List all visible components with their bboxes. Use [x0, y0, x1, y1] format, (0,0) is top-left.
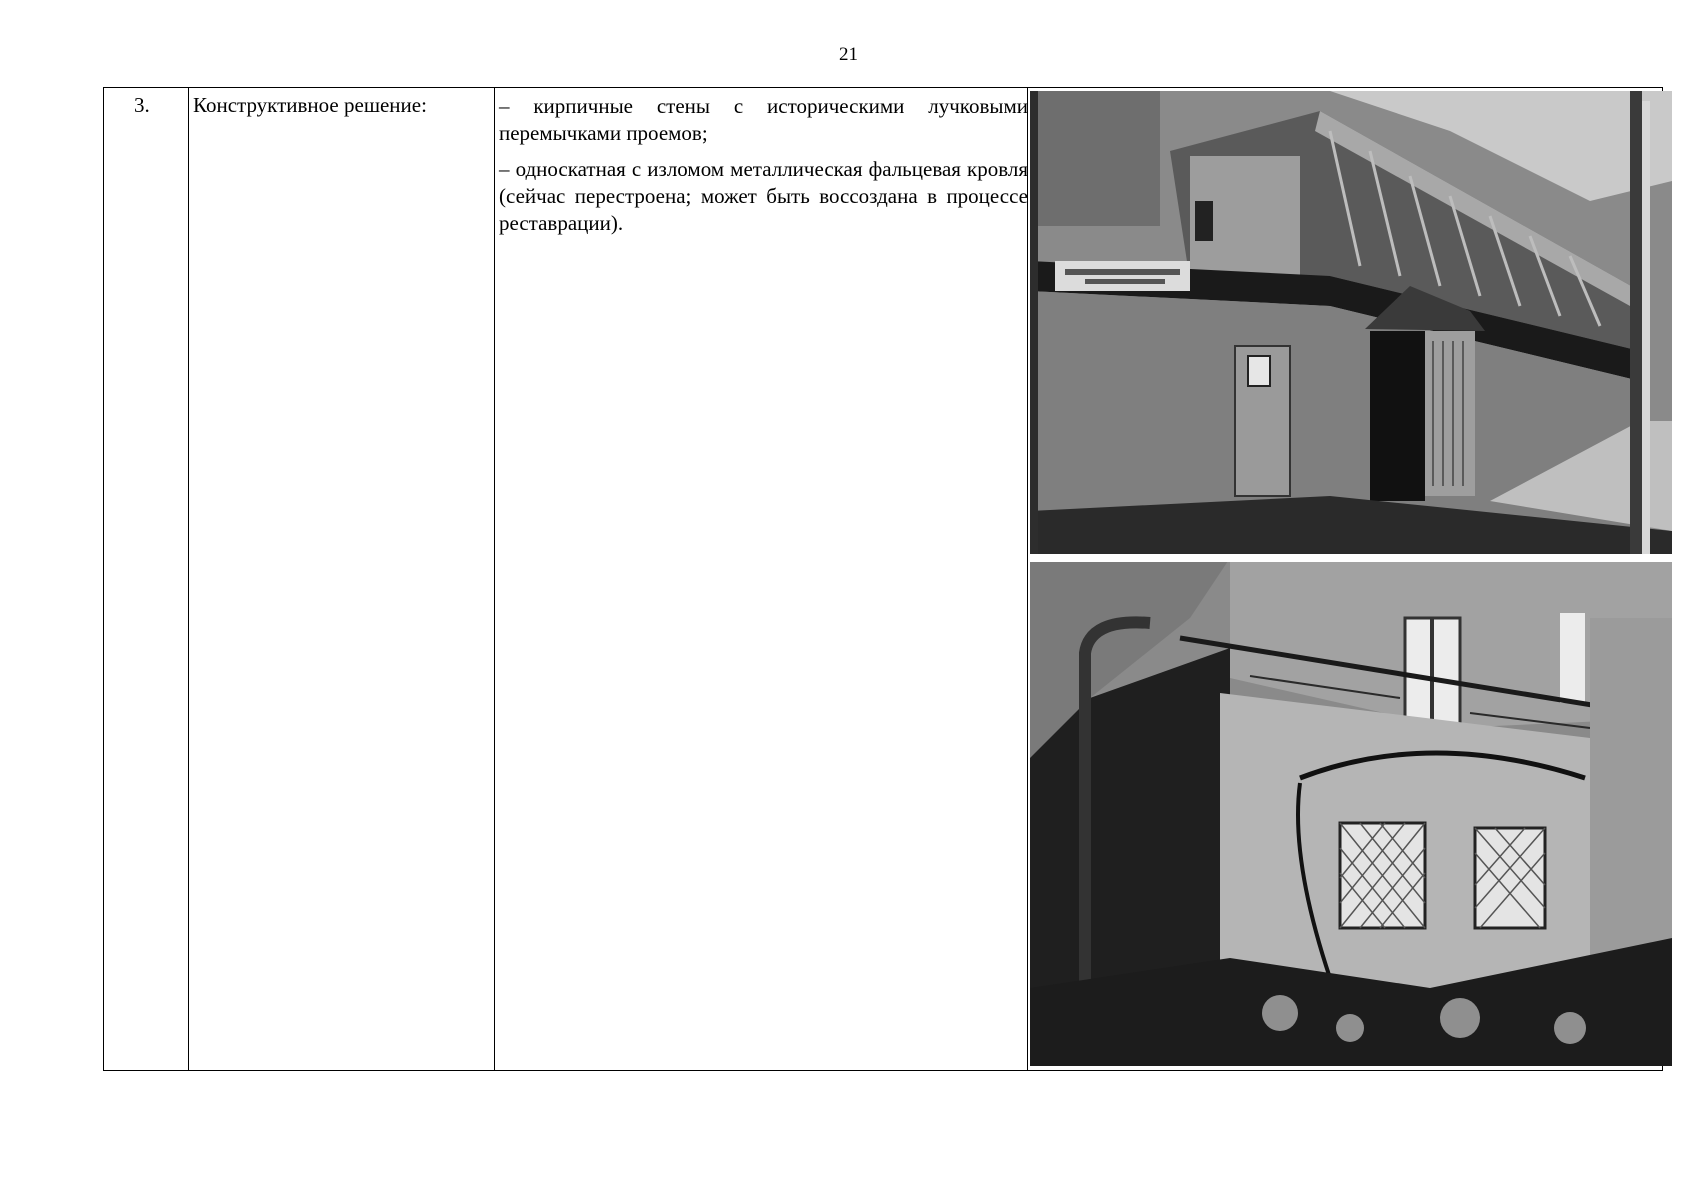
page-number: 21: [839, 44, 858, 65]
row-number: 3.: [134, 93, 150, 117]
row-label: Конструктивное решение:: [193, 93, 427, 117]
building-facade-photo: [1030, 558, 1672, 1066]
description-table: [103, 87, 1663, 1071]
description-item: – односкатная с изломом металлическая фальцевая кровля (сейчас перестроена; может быть воссоздана в процессе реставрации).: [499, 157, 1028, 235]
row-description: [499, 93, 1028, 246]
column-divider: [188, 88, 189, 1070]
column-divider: [494, 88, 495, 1070]
description-item: – кирпичные стены с историческими лучковыми перемычками проемов;: [499, 94, 1028, 145]
building-entrance-photo: [1030, 91, 1672, 554]
